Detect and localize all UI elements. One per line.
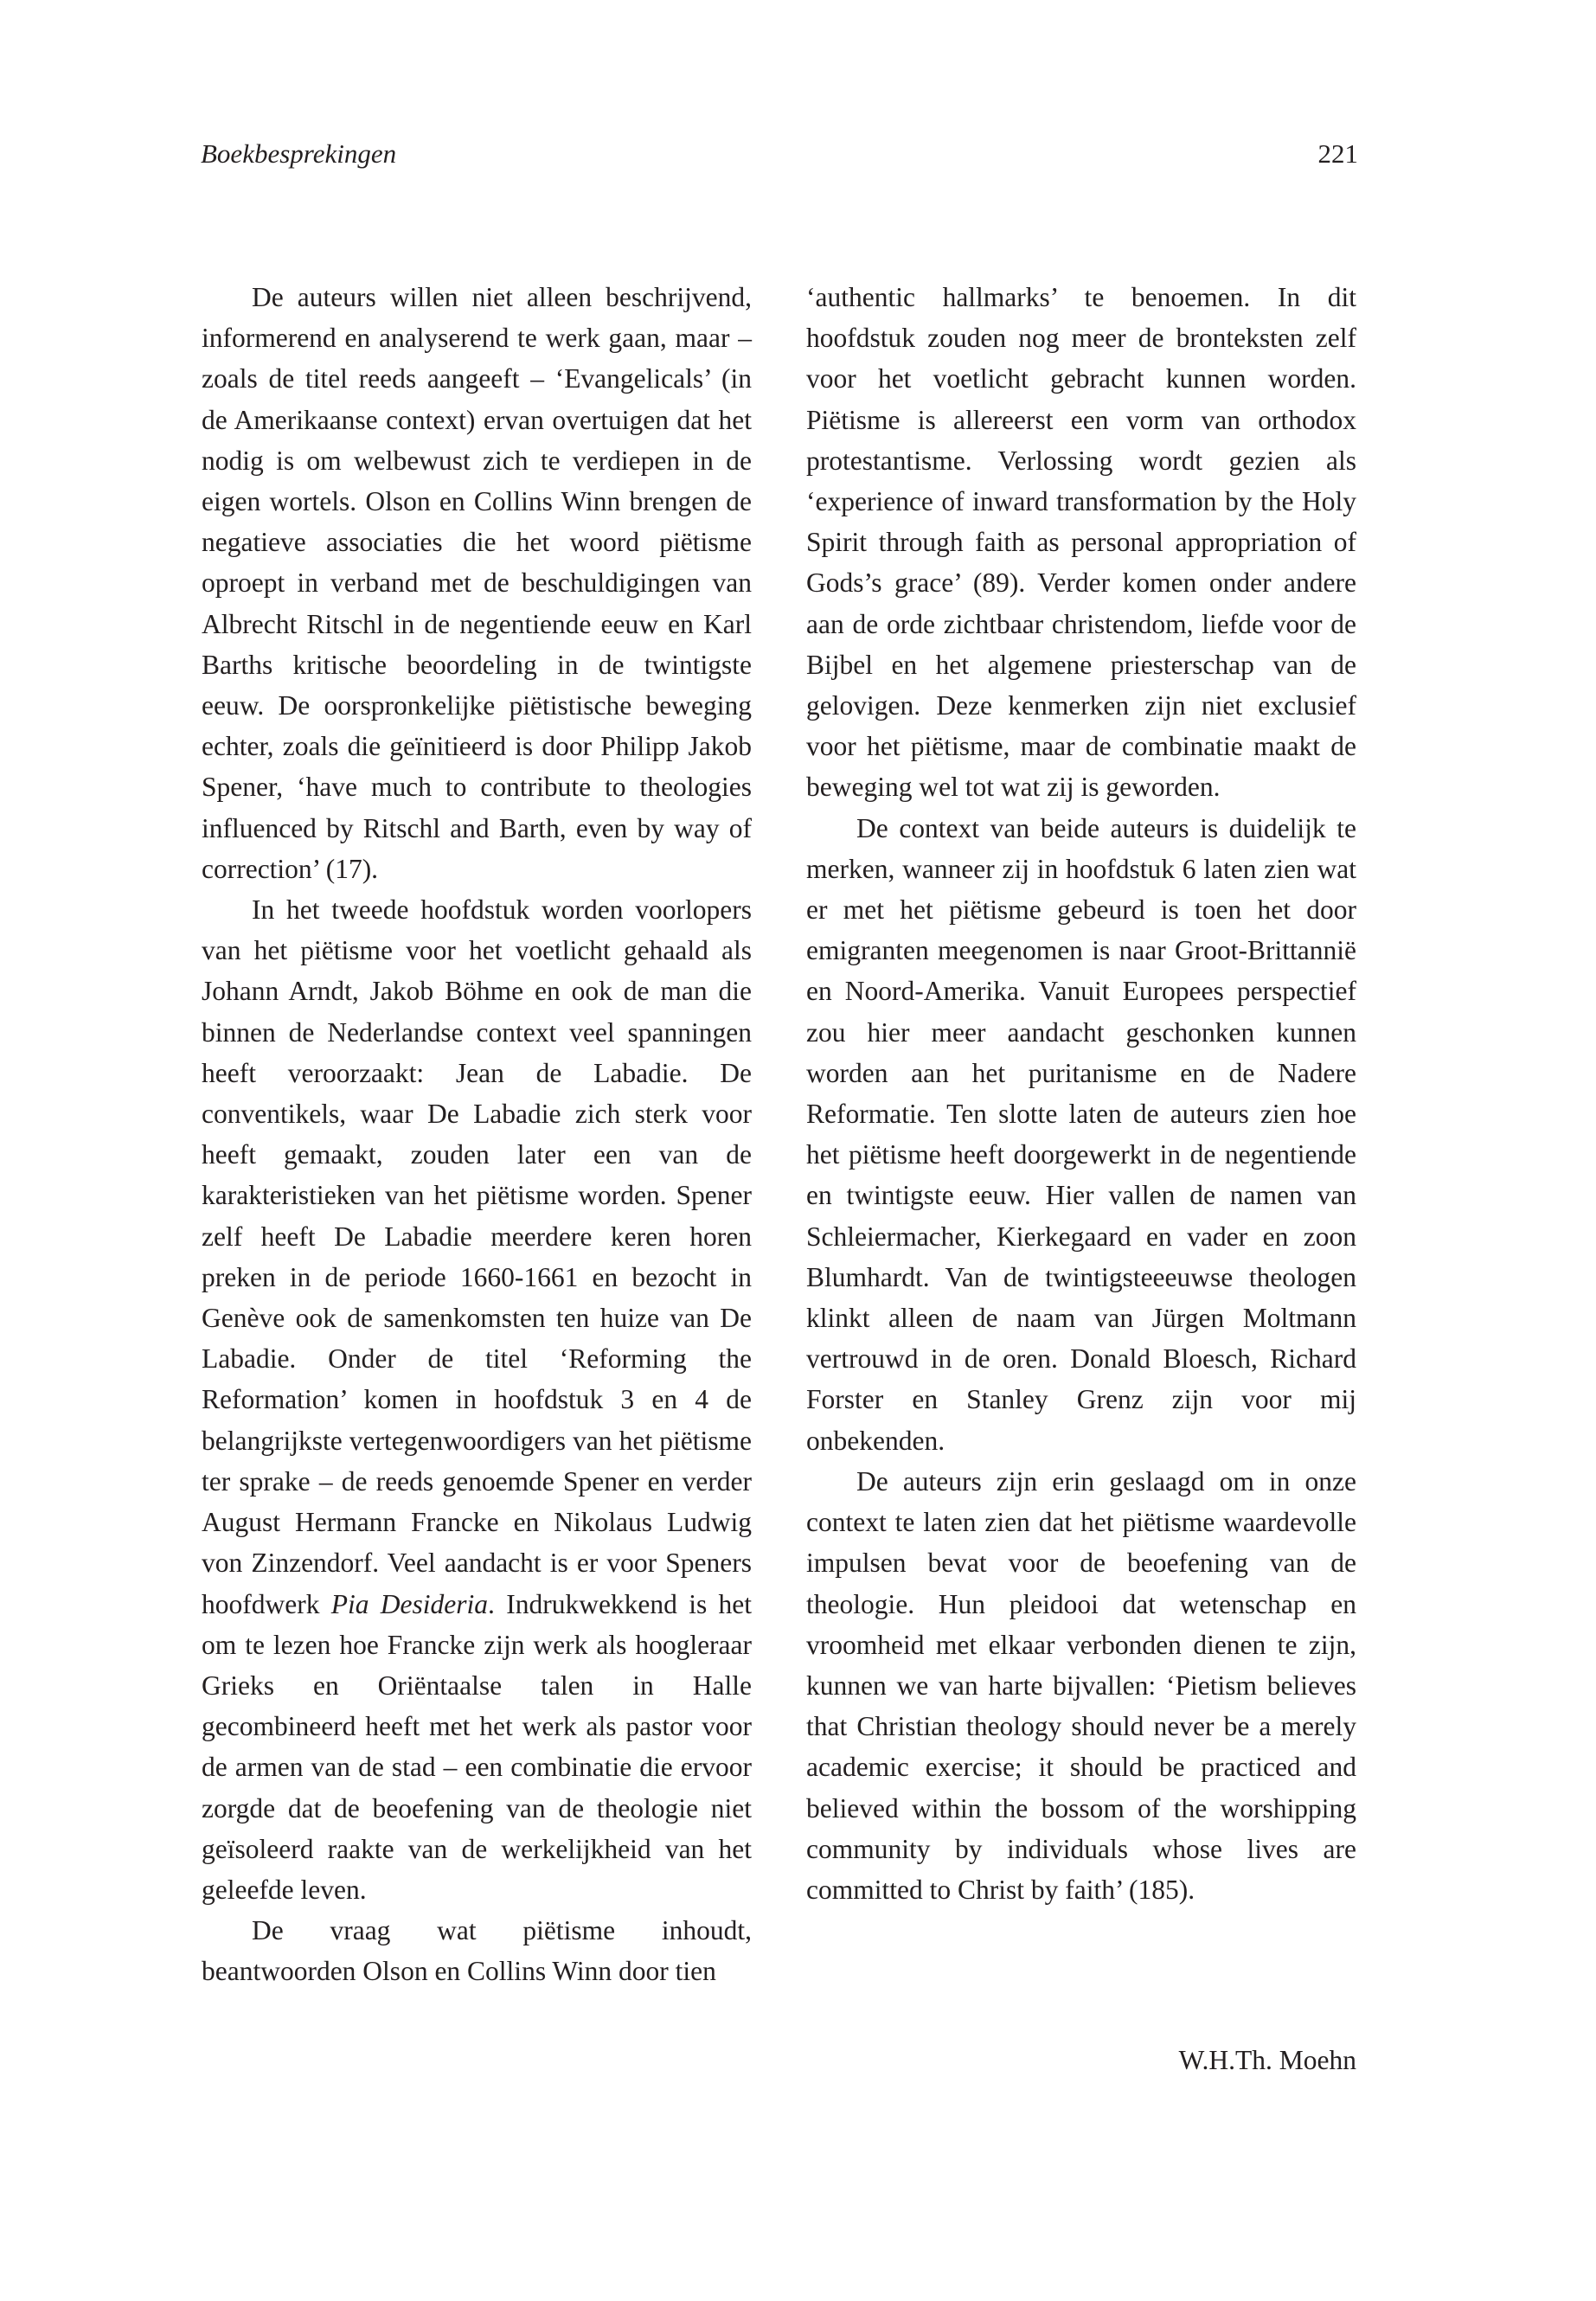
paragraph: De auteurs willen niet alleen beschrijvend, informerend en analyserend te werk gaan, maar – zoals de titel reeds aangeeft – ‘Evangelicals’ (in de Amerikaanse context) ervan overtuigen dat het nodig is om welbewust zich te verdiepen in de eigen wortels. Olson en Collins Winn brengen de negatieve associaties die het woord piëtisme oproept in verband met de beschuldigingen van Albrecht Ritschl in de negentiende eeuw en Karl Barths kritische beoordeling in de twintigste eeuw. De oorspronkelijke piëtistische beweging echter, zoals die geïnitieerd is door Philipp Jakob Spener, ‘have much to contribute to theologies influenced by Ritschl and Barth, even by way of correction’ (17). bbox=[202, 282, 752, 884]
paragraph-text: . Indrukwekkend is het om te lezen hoe Francke zijn werk als hoogleraar Grieks en Oriëntaalse talen in Halle gecombineerd heeft met het werk als pastor voor de armen van de stad – een combinatie die ervoor zorgde dat de beoefening van de theologie niet geïsoleerd raakte van de werkelijkheid van het geleefde leven. bbox=[202, 1588, 752, 1905]
paragraph: De vraag wat piëtisme inhoudt, beantwoorden Olson en Collins Winn door tien bbox=[202, 1915, 752, 1987]
author-signature: W.H.Th. Moehn bbox=[1178, 2045, 1356, 2075]
paragraph-continued: ‘authentic hallmarks’ te benoemen. In dit hoofdstuk zouden nog meer de bronteksten zelf voor het voetlicht gebracht kunnen worden. Piëtisme is allereerst een vorm van orthodox protestantisme. Verlossing wordt gezien als ‘experience of inward transformation by the Holy Spirit through faith as personal appropriation of Gods’s grace’ (89). Verder komen onder andere aan de orde zichtbaar christendom, liefde voor de Bijbel en het algemene priesterschap van de gelovigen. Deze kenmerken zijn niet exclusief voor het piëtisme, maar de combinatie maakt de beweging wel tot wat zij is geworden. bbox=[806, 282, 1356, 803]
paragraph-text: In het tweede hoofdstuk worden voorlopers van het piëtisme voor het voetlicht gehaald als Johann Arndt, Jakob Böhme en ook de man die binnen de Nederlandse context veel spanningen heeft veroorzaakt: Jean de Labadie. De conventikels, waar De Labadie zich sterk voor heeft gemaakt, zouden later een van de karakteristieken van het piëtisme worden. Spener zelf heeft De Labadie meerdere keren horen preken in de periode 1660-1661 en bezocht in Genève ook de samenkomsten ten huize van De Labadie. Onder de titel ‘Reforming the Reformation’ komen in hoofdstuk 3 en 4 de belangrijkste vertegenwoordigers van het piëtisme ter sprake – de reeds genoemde Spener en verder August Hermann Francke en Nikolaus Ludwig von Zinzendorf. Veel aandacht is er voor Speners hoofdwerk bbox=[202, 894, 752, 1619]
right-column bbox=[806, 277, 1356, 1910]
book-title: Pia Desideria bbox=[330, 1588, 489, 1619]
paragraph: De auteurs zijn erin geslaagd om in onze context te laten zien dat het piëtisme waardevolle impulsen bevat voor de beoefening van de theologie. Hun pleidooi dat wetenschap en vroomheid met elkaar verbonden dienen te zijn, kunnen we van harte bijvallen: ‘Pietism believes that Christian theology should never be a merely academic exercise; it should be practiced and believed within the bossom of the worshipping community by individuals whose lives are committed to Christ by faith’ (185). bbox=[806, 1465, 1356, 1905]
page-number: 221 bbox=[1317, 138, 1358, 169]
paragraph bbox=[202, 889, 752, 1910]
running-head: Boekbesprekingen bbox=[201, 138, 397, 169]
paragraph: De context van beide auteurs is duidelijk te merken, wanneer zij in hoofdstuk 6 laten zien wat er met het piëtisme gebeurd is toen het door emigranten meegenomen is naar Groot-Brittannië en Noord-Amerika. Vanuit Europees perspectief zou hier meer aandacht geschonken kunnen worden aan het puritanisme en de Nadere Reformatie. Ten slotte laten de auteurs zien hoe het piëtisme heeft doorgewerkt in de negentiende en twintigste eeuw. Hier vallen de namen van Schleiermacher, Kierkegaard en vader en zoon Blumhardt. Van de twintigsteeeuwse theologen klinkt alleen de naam van Jürgen Moltmann vertrouwd in de oren. Donald Bloesch, Richard Forster en Stanley Grenz zijn voor mij onbekenden. bbox=[806, 812, 1356, 1456]
left-column bbox=[202, 277, 752, 1992]
